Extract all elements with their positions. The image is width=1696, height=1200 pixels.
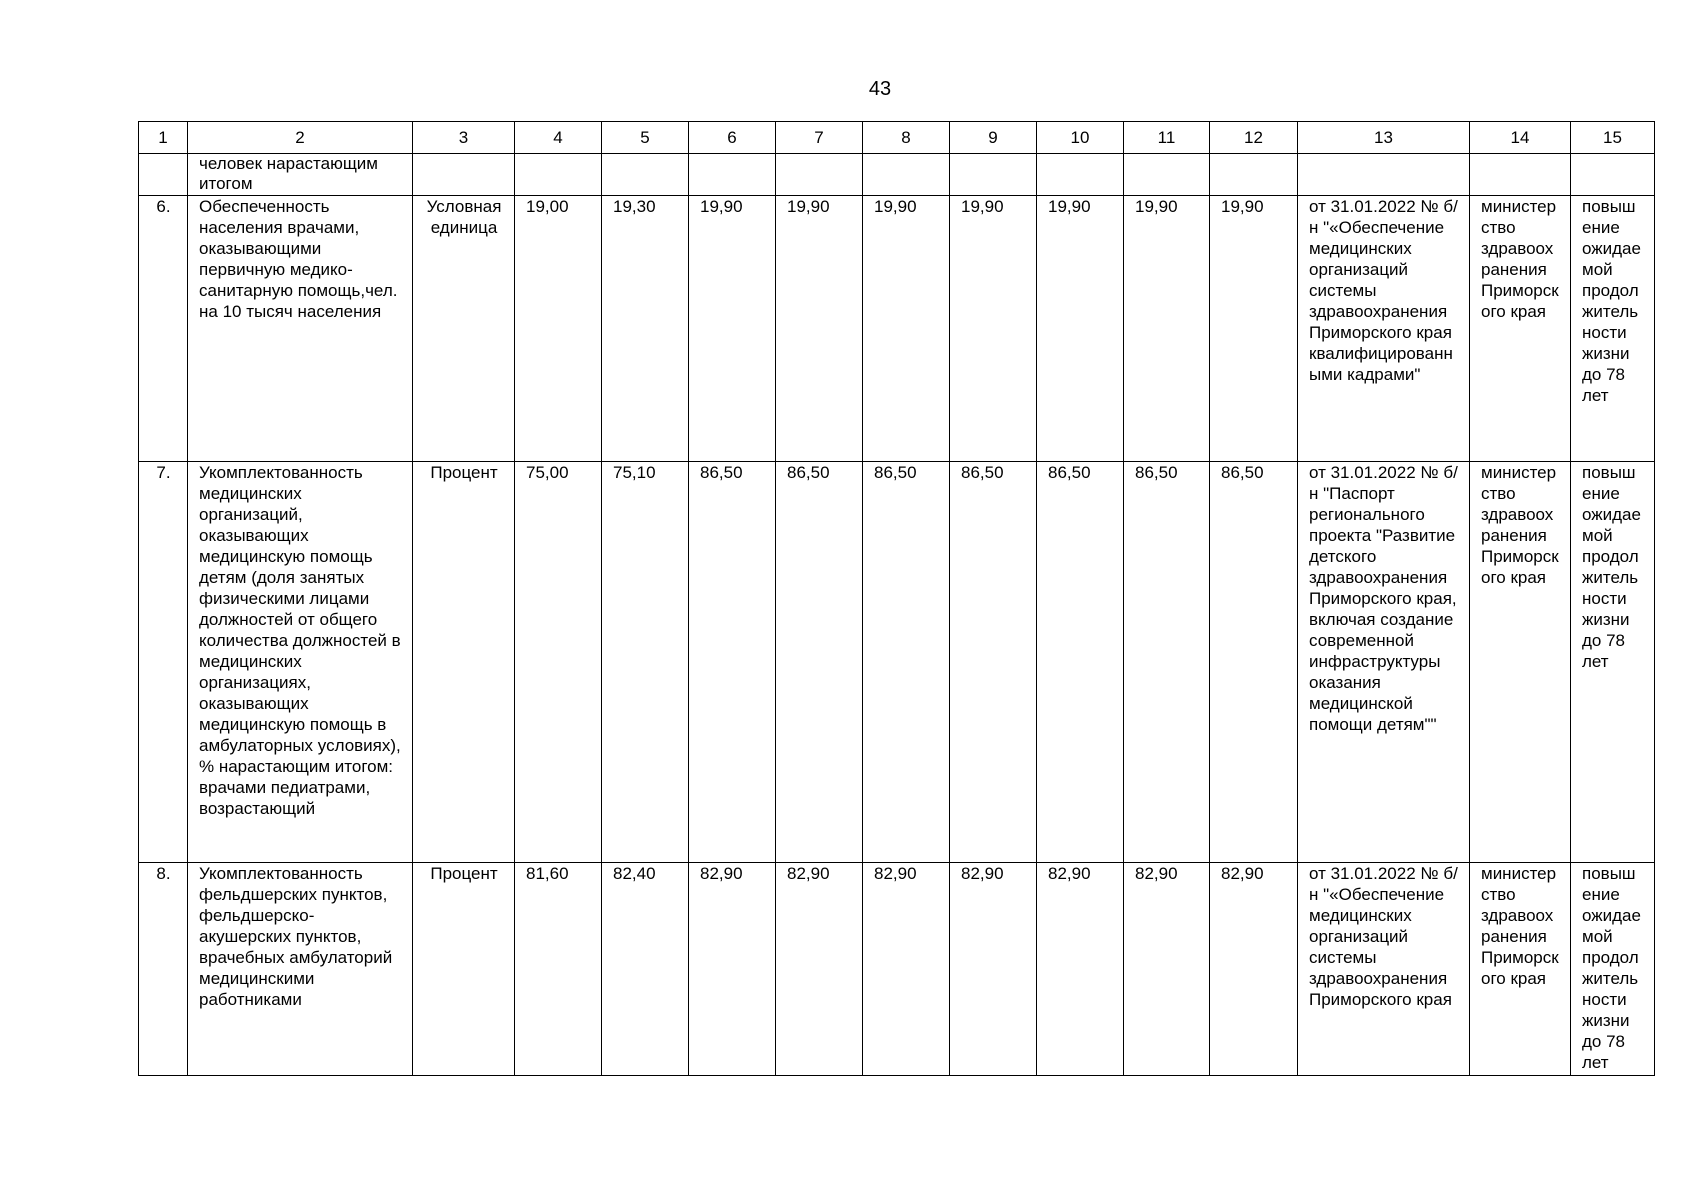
column-header: 1 xyxy=(139,122,188,154)
value-cell: 86,50 xyxy=(1037,462,1124,863)
column-header: 5 xyxy=(602,122,689,154)
table-row xyxy=(139,863,1655,1076)
document-reference: от 31.01.2022 № б/н "Паспорт регионального проекта "Развитие детского здравоохранения Приморского края, включая создание современной инфраструктуры оказания медицинской помощи детям"" xyxy=(1298,462,1470,863)
value-cell: 81,60 xyxy=(515,863,602,1076)
column-header: 9 xyxy=(950,122,1037,154)
goal: повышение ожидаемой продолжительности жизни до 78 лет xyxy=(1571,196,1655,462)
value-cell: 19,90 xyxy=(1124,196,1210,462)
value-cell: 86,50 xyxy=(1124,462,1210,863)
goal: повышение ожидаемой продолжительности жизни до 78 лет xyxy=(1571,863,1655,1076)
value-cell xyxy=(689,154,776,196)
value-cell: 86,50 xyxy=(1210,462,1298,863)
value-cell: 86,50 xyxy=(863,462,950,863)
indicator-name: Обеспеченность населения врачами, оказывающими первичную медико-санитарную помощь,чел. на 10 тысяч населения xyxy=(188,196,413,462)
row-number-cell xyxy=(139,154,188,196)
value-cell: 19,90 xyxy=(863,196,950,462)
value-cell: 19,90 xyxy=(776,196,863,462)
value-cell: 82,90 xyxy=(1124,863,1210,1076)
responsible-body: министерство здравоохранения Приморского края xyxy=(1470,863,1571,1076)
indicator-name: Укомплектованность фельдшерских пунктов, фельдшерско-акушерских пунктов, врачебных амбулаторий медицинскими работниками xyxy=(188,863,413,1076)
responsible-body: министерство здравоохранения Приморского края xyxy=(1470,196,1571,462)
indicator-name: Укомплектованность медицинских организаций, оказывающих медицинскую помощь детям (доля занятых физическими лицами должностей от общего количества должностей в медицинских организациях, оказывающих медицинскую помощь в амбулаторных условиях), % нарастающим итогом: врачами педиатрами, возрастающий xyxy=(188,462,413,863)
value-cell: 75,10 xyxy=(602,462,689,863)
row-number: 6. xyxy=(139,196,188,462)
responsible-cell xyxy=(1470,154,1571,196)
value-cell: 19,90 xyxy=(1210,196,1298,462)
column-header: 2 xyxy=(188,122,413,154)
column-header: 11 xyxy=(1124,122,1210,154)
document-cell xyxy=(1298,154,1470,196)
column-header: 7 xyxy=(776,122,863,154)
value-cell: 19,00 xyxy=(515,196,602,462)
value-cell: 19,30 xyxy=(602,196,689,462)
value-cell xyxy=(1210,154,1298,196)
goal-cell xyxy=(1571,154,1655,196)
value-cell: 75,00 xyxy=(515,462,602,863)
column-header: 12 xyxy=(1210,122,1298,154)
value-cell: 82,90 xyxy=(1037,863,1124,1076)
value-cell: 86,50 xyxy=(689,462,776,863)
value-cell xyxy=(515,154,602,196)
document-reference: от 31.01.2022 № б/н "«Обеспечение медицинских организаций системы здравоохранения Приморского края квалифицированными кадрами" xyxy=(1298,196,1470,462)
indicators-table xyxy=(138,121,1655,1076)
value-cell xyxy=(950,154,1037,196)
value-cell xyxy=(863,154,950,196)
row-number: 7. xyxy=(139,462,188,863)
indicator-name: человек нарастающим итогом xyxy=(188,154,413,196)
value-cell: 82,90 xyxy=(776,863,863,1076)
unit: Процент xyxy=(413,462,515,863)
value-cell: 82,40 xyxy=(602,863,689,1076)
table-row xyxy=(139,462,1655,863)
column-header: 8 xyxy=(863,122,950,154)
unit: Процент xyxy=(413,863,515,1076)
column-header: 13 xyxy=(1298,122,1470,154)
value-cell xyxy=(1037,154,1124,196)
value-cell xyxy=(602,154,689,196)
column-header: 15 xyxy=(1571,122,1655,154)
value-cell: 82,90 xyxy=(1210,863,1298,1076)
row-number: 8. xyxy=(139,863,188,1076)
unit: Условная единица xyxy=(413,196,515,462)
responsible-body: министерство здравоохранения Приморского края xyxy=(1470,462,1571,863)
column-header: 14 xyxy=(1470,122,1571,154)
value-cell xyxy=(776,154,863,196)
page-number: 43 xyxy=(868,78,892,100)
column-header: 6 xyxy=(689,122,776,154)
table-row xyxy=(139,196,1655,462)
header-row xyxy=(139,122,1655,154)
value-cell: 82,90 xyxy=(950,863,1037,1076)
goal: повышение ожидаемой продолжительности жизни до 78 лет xyxy=(1571,462,1655,863)
value-cell: 19,90 xyxy=(689,196,776,462)
unit-cell xyxy=(413,154,515,196)
value-cell: 86,50 xyxy=(776,462,863,863)
value-cell: 82,90 xyxy=(863,863,950,1076)
table-row-continuation xyxy=(139,154,1655,196)
value-cell xyxy=(1124,154,1210,196)
value-cell: 86,50 xyxy=(950,462,1037,863)
document-reference: от 31.01.2022 № б/н "«Обеспечение медицинских организаций системы здравоохранения Приморского края xyxy=(1298,863,1470,1076)
column-header: 3 xyxy=(413,122,515,154)
value-cell: 19,90 xyxy=(1037,196,1124,462)
value-cell: 19,90 xyxy=(950,196,1037,462)
value-cell: 82,90 xyxy=(689,863,776,1076)
column-header: 4 xyxy=(515,122,602,154)
column-header: 10 xyxy=(1037,122,1124,154)
